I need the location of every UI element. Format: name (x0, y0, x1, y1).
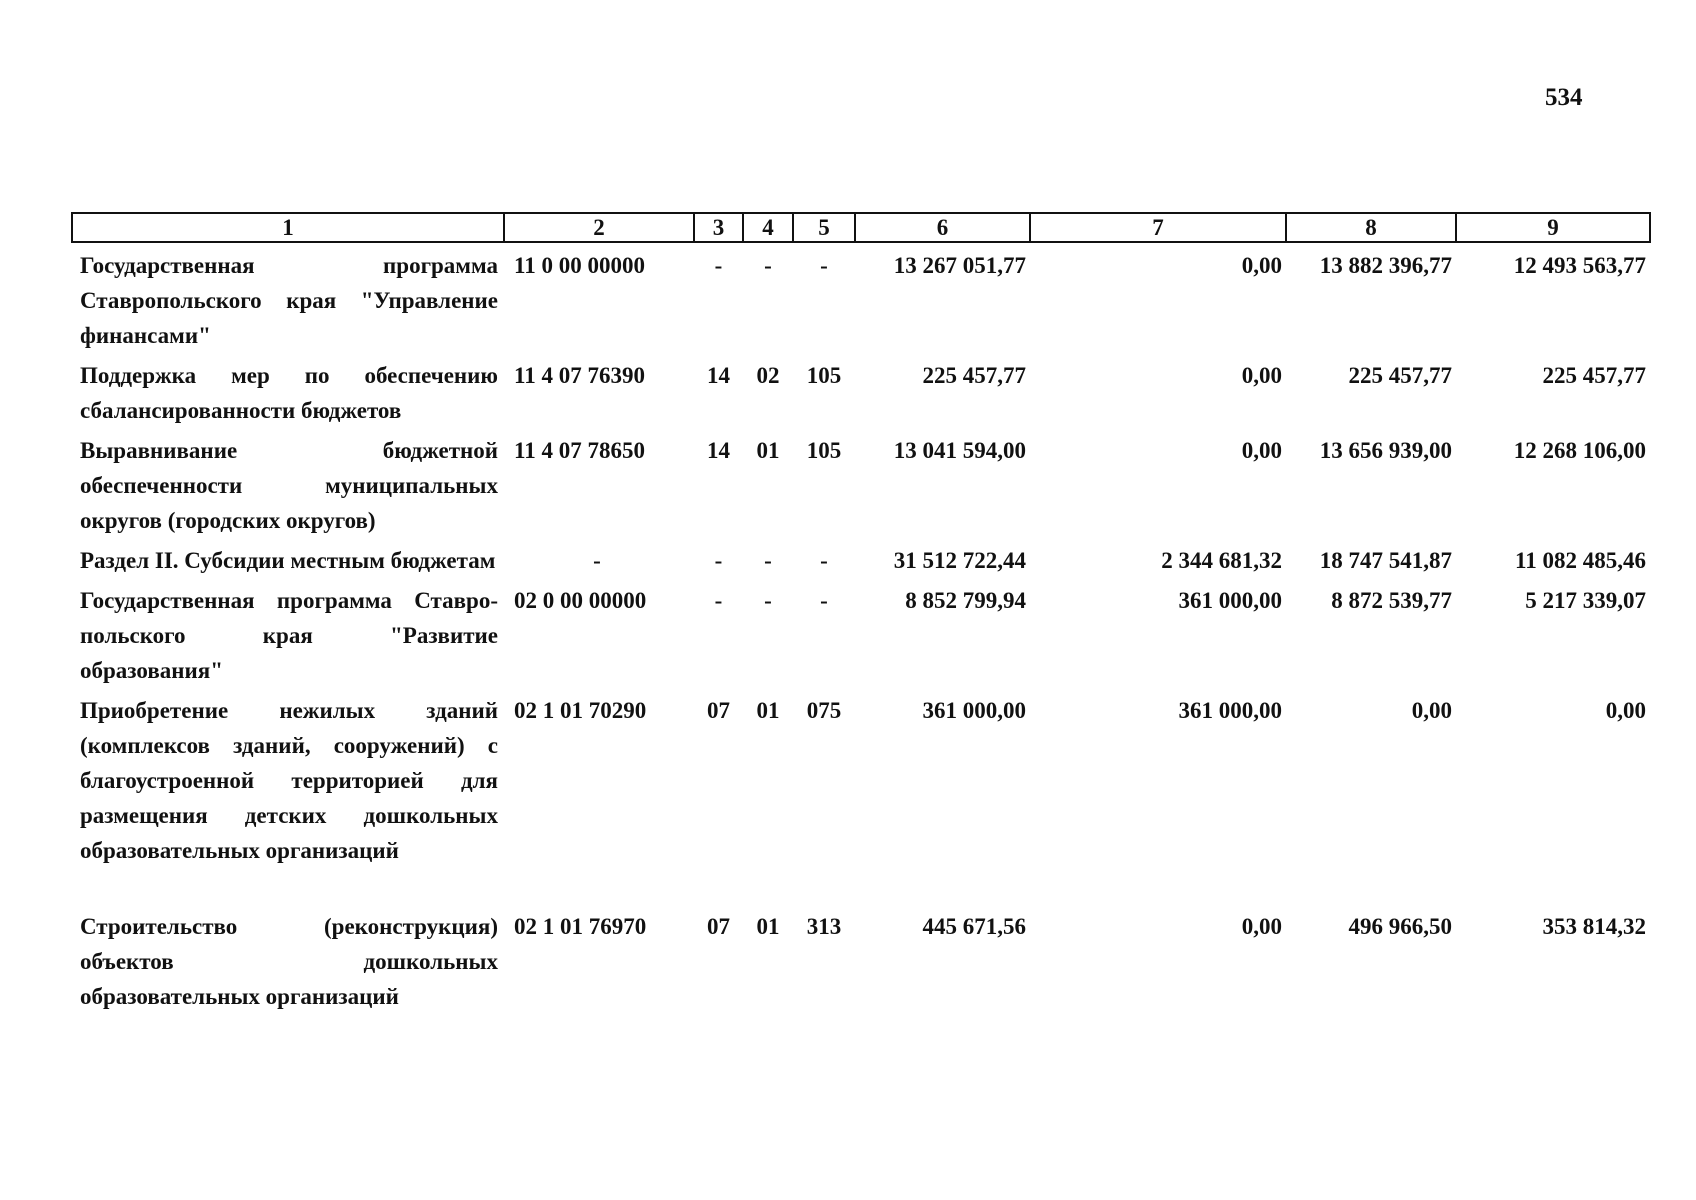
row-value-9: 5 217 339,07 (1525, 588, 1646, 613)
table-row (72, 353, 1650, 428)
row-value-7: 0,00 (1241, 363, 1282, 388)
row-col3: - (714, 588, 723, 613)
page-number: 534 (1545, 84, 1583, 111)
row-col3: 07 (707, 698, 730, 723)
row-code: - (593, 548, 601, 573)
row-col5: - (820, 253, 828, 278)
table-row (72, 578, 1650, 688)
row-col4: 02 (756, 363, 780, 388)
header-cell-3: 3 (694, 213, 743, 242)
row-name: Государственная программа Ставропольского края "Управление финансами" (80, 253, 498, 348)
table-row (72, 688, 1650, 904)
row-value-6: 445 671,56 (922, 914, 1026, 939)
row-name: Государственная программа Ставро-польского края "Развитие образования" (80, 588, 498, 683)
row-value-8: 18 747 541,87 (1319, 548, 1452, 573)
row-value-8: 0,00 (1411, 698, 1452, 723)
table-row (72, 904, 1650, 1014)
header-cell-6: 6 (855, 213, 1030, 242)
header-cell-4: 4 (743, 213, 793, 242)
row-name: Выравнивание бюджетной обеспеченности муниципальных округов (городских округов) (80, 438, 498, 533)
row-col4: - (764, 548, 772, 573)
row-value-8: 8 872 539,77 (1331, 588, 1452, 613)
row-col5: - (820, 548, 828, 573)
row-value-7: 2 344 681,32 (1161, 548, 1282, 573)
row-col3: - (714, 548, 723, 573)
row-value-9: 12 268 106,00 (1513, 438, 1646, 463)
row-col3: 14 (707, 363, 730, 388)
row-value-6: 13 041 594,00 (893, 438, 1026, 463)
row-value-6: 13 267 051,77 (893, 253, 1026, 278)
row-col3: 07 (707, 914, 730, 939)
row-value-8: 496 966,50 (1348, 914, 1452, 939)
row-code: 11 4 07 78650 (514, 438, 645, 463)
row-value-9: 225 457,77 (1542, 363, 1646, 388)
row-col5: - (820, 588, 828, 613)
row-name: Раздел II. Субсидии местным бюджетам (80, 548, 496, 573)
row-value-6: 8 852 799,94 (905, 588, 1026, 613)
row-code: 02 1 01 70290 (514, 698, 647, 723)
row-value-6: 361 000,00 (922, 698, 1026, 723)
row-value-9: 353 814,32 (1542, 914, 1646, 939)
row-col4: - (764, 588, 772, 613)
row-value-6: 225 457,77 (922, 363, 1026, 388)
row-col5: 105 (806, 438, 842, 463)
row-col3: 14 (707, 438, 730, 463)
row-col5: 313 (806, 914, 842, 939)
budget-table (71, 212, 1651, 1014)
row-col4: - (764, 253, 772, 278)
row-value-9: 11 082 485,46 (1515, 548, 1646, 573)
row-value-8: 13 656 939,00 (1319, 438, 1452, 463)
row-name: Строительство (реконструкция) объектов дошкольных образовательных организаций (80, 914, 498, 1009)
row-col3: - (714, 253, 723, 278)
header-cell-8: 8 (1286, 213, 1456, 242)
row-value-7: 0,00 (1241, 914, 1282, 939)
row-col5: 075 (806, 698, 842, 723)
table-row (72, 242, 1650, 353)
header-cell-9: 9 (1456, 213, 1650, 242)
row-code: 11 4 07 76390 (514, 363, 645, 388)
row-value-8: 225 457,77 (1348, 363, 1452, 388)
row-value-7: 0,00 (1241, 253, 1282, 278)
row-value-7: 0,00 (1241, 438, 1282, 463)
header-cell-2: 2 (504, 213, 694, 242)
row-value-7: 361 000,00 (1178, 698, 1282, 723)
row-value-9: 12 493 563,77 (1513, 253, 1646, 278)
row-value-6: 31 512 722,44 (893, 548, 1026, 573)
row-col4: 01 (756, 438, 780, 463)
row-name: Поддержка мер по обеспечению сбалансированности бюджетов (80, 363, 498, 423)
header-cell-5: 5 (793, 213, 855, 242)
row-value-7: 361 000,00 (1178, 588, 1282, 613)
row-code: 02 1 01 76970 (514, 914, 647, 939)
table-row (72, 538, 1650, 578)
row-name: Приобретение нежилых зданий (комплексов зданий, сооружений) с благоустроенной территорией для размещения детских дошкольных образовательных организаций (80, 698, 498, 863)
row-code: 11 0 00 00000 (514, 253, 645, 278)
header-cell-1: 1 (72, 213, 504, 242)
row-value-9: 0,00 (1605, 698, 1646, 723)
row-col4: 01 (756, 698, 780, 723)
table-header (72, 213, 1650, 242)
row-col4: 01 (756, 914, 780, 939)
row-col5: 105 (806, 363, 842, 388)
table-row (72, 428, 1650, 538)
row-value-8: 13 882 396,77 (1319, 253, 1452, 278)
header-cell-7: 7 (1030, 213, 1286, 242)
row-code: 02 0 00 00000 (514, 588, 647, 613)
